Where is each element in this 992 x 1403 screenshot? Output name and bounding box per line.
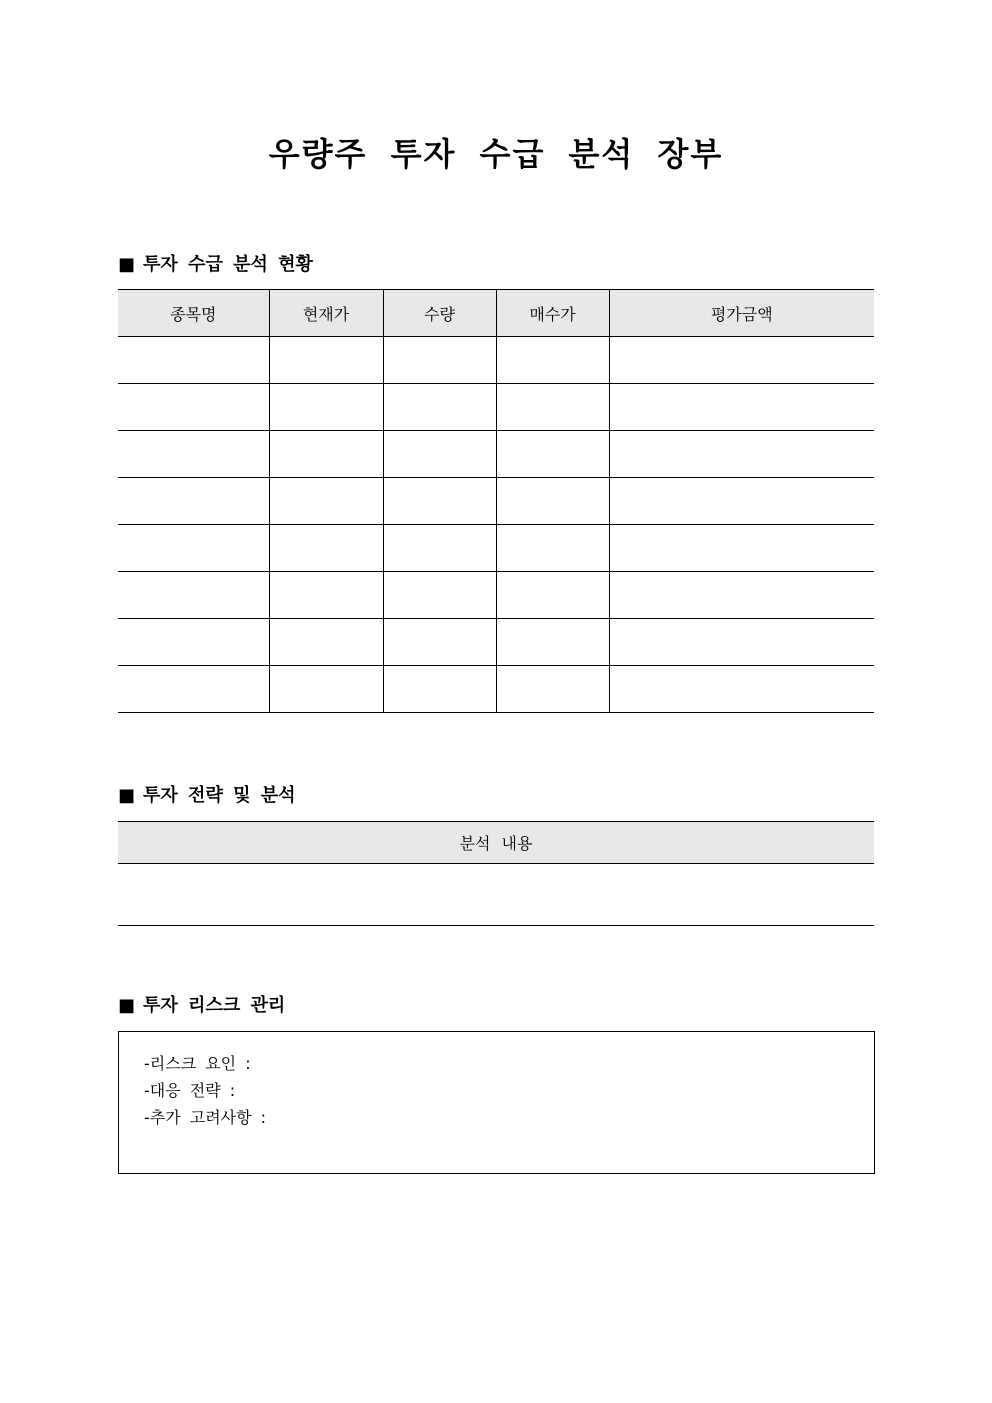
square-bullet-icon: ■ bbox=[118, 785, 136, 806]
column-header-analysis-content: 분석 내용 bbox=[118, 822, 874, 864]
section-heading-strategy bbox=[118, 784, 296, 808]
table-cell[interactable] bbox=[118, 478, 269, 525]
column-header-purchase-price: 매수가 bbox=[496, 290, 609, 337]
table-cell[interactable] bbox=[269, 572, 383, 619]
table-cell[interactable] bbox=[383, 431, 496, 478]
table-cell[interactable] bbox=[609, 337, 874, 384]
table-cell[interactable] bbox=[383, 337, 496, 384]
table-cell[interactable] bbox=[609, 525, 874, 572]
table-cell[interactable] bbox=[383, 478, 496, 525]
table-cell[interactable] bbox=[118, 525, 269, 572]
table-cell[interactable] bbox=[496, 384, 609, 431]
section-heading-label: 투자 리스크 관리 bbox=[143, 995, 286, 1016]
risk-management-box[interactable] bbox=[118, 1031, 875, 1174]
square-bullet-icon: ■ bbox=[118, 254, 136, 275]
table-row bbox=[118, 572, 874, 619]
table-cell[interactable] bbox=[269, 337, 383, 384]
column-header-current-price: 현재가 bbox=[269, 290, 383, 337]
document-title: 우량주 투자 수급 분석 장부 bbox=[268, 135, 724, 173]
table-cell[interactable] bbox=[269, 478, 383, 525]
response-strategy-line: -대응 전략 : bbox=[144, 1081, 236, 1100]
table-cell[interactable] bbox=[609, 572, 874, 619]
table-cell[interactable] bbox=[496, 431, 609, 478]
table-row bbox=[118, 384, 874, 431]
table-cell[interactable] bbox=[269, 525, 383, 572]
table-cell[interactable] bbox=[118, 337, 269, 384]
column-header-stock-name: 종목명 bbox=[118, 290, 269, 337]
table-row bbox=[118, 337, 874, 384]
table-cell[interactable] bbox=[118, 431, 269, 478]
table-header-row bbox=[118, 290, 874, 337]
table-cell[interactable] bbox=[609, 384, 874, 431]
table-row bbox=[118, 525, 874, 572]
table-cell[interactable] bbox=[496, 337, 609, 384]
table-cell[interactable] bbox=[118, 619, 269, 666]
table-cell[interactable] bbox=[269, 384, 383, 431]
table-cell[interactable] bbox=[496, 525, 609, 572]
section-heading-holdings bbox=[118, 253, 313, 277]
table-row bbox=[118, 431, 874, 478]
table-cell[interactable] bbox=[118, 384, 269, 431]
table-cell[interactable] bbox=[118, 572, 269, 619]
additional-considerations-line: -추가 고려사항 : bbox=[144, 1108, 267, 1127]
table-cell[interactable] bbox=[269, 666, 383, 713]
table-cell[interactable] bbox=[496, 619, 609, 666]
analysis-table bbox=[118, 821, 874, 926]
column-header-quantity: 수량 bbox=[383, 290, 496, 337]
table-cell[interactable] bbox=[383, 619, 496, 666]
table-row bbox=[118, 619, 874, 666]
table-cell[interactable] bbox=[609, 431, 874, 478]
table-cell[interactable] bbox=[609, 666, 874, 713]
section-heading-label: 투자 전략 및 분석 bbox=[143, 785, 296, 806]
table-row bbox=[118, 478, 874, 525]
risk-factor-line: -리스크 요인 : bbox=[144, 1054, 251, 1073]
table-cell[interactable] bbox=[609, 478, 874, 525]
holdings-table bbox=[118, 289, 874, 713]
column-header-valuation: 평가금액 bbox=[609, 290, 874, 337]
analysis-content-cell[interactable] bbox=[118, 864, 874, 926]
table-row bbox=[118, 666, 874, 713]
table-header-row bbox=[118, 822, 874, 864]
table-cell[interactable] bbox=[269, 431, 383, 478]
table-cell[interactable] bbox=[383, 572, 496, 619]
table-row bbox=[118, 864, 874, 926]
table-cell[interactable] bbox=[496, 666, 609, 713]
table-cell[interactable] bbox=[496, 478, 609, 525]
table-cell[interactable] bbox=[383, 525, 496, 572]
table-cell[interactable] bbox=[383, 666, 496, 713]
table-cell[interactable] bbox=[383, 384, 496, 431]
table-cell[interactable] bbox=[496, 572, 609, 619]
section-heading-risk bbox=[118, 994, 285, 1018]
table-cell[interactable] bbox=[118, 666, 269, 713]
table-cell[interactable] bbox=[609, 619, 874, 666]
table-cell[interactable] bbox=[269, 619, 383, 666]
square-bullet-icon: ■ bbox=[118, 995, 136, 1016]
section-heading-label: 투자 수급 분석 현황 bbox=[143, 254, 313, 275]
risk-lines bbox=[144, 1050, 266, 1131]
